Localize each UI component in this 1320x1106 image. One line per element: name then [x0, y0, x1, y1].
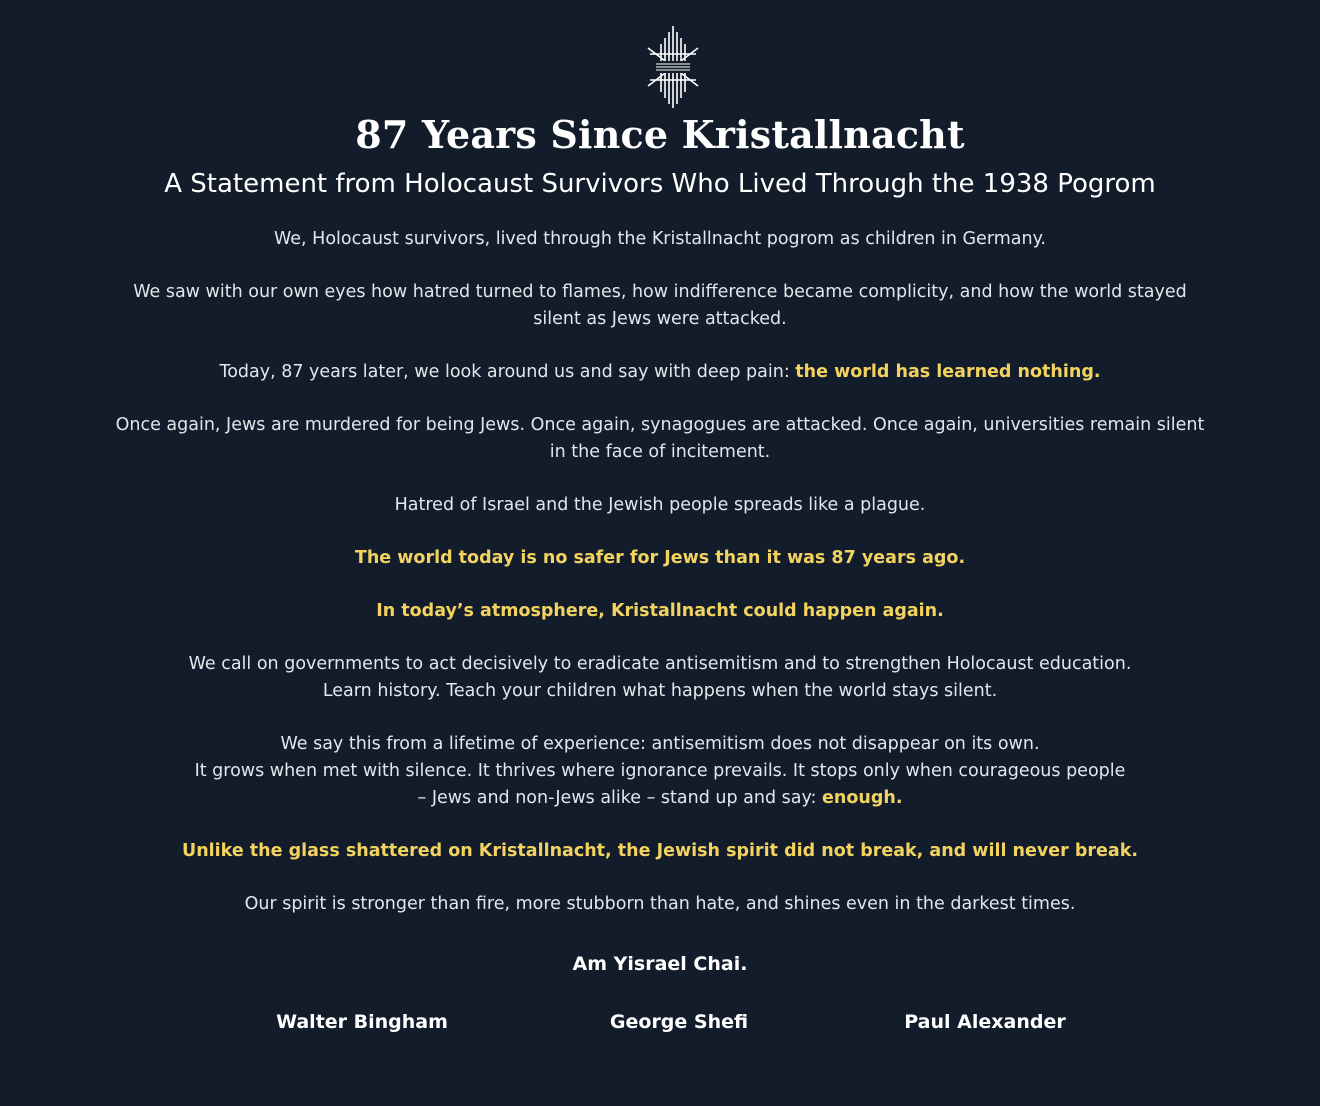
page-title: 87 Years Since Kristallnacht — [355, 112, 965, 157]
paragraph-witnessed: We saw with our own eyes how hatred turned to flames, how indifference became complicity, and how the world stayed silent as Jews were attacked. — [133, 282, 1187, 329]
paragraph-hatred: Hatred of Israel and the Jewish people spreads like a plague. — [394, 495, 926, 515]
paragraph-line: We call on governments to act decisively to eradicate antisemitism and to strengthen Holocaust education. — [188, 654, 1132, 674]
paragraph-no-safer: The world today is no safer for Jews than it was 87 years ago. — [354, 548, 966, 568]
paragraph-line: – Jews and non-Jews alike – stand up and say: — [417, 788, 823, 808]
paragraph-once-again: Once again, Jews are murdered for being Jews. Once again, synagogues are attacked. Once again, universities remain silent in the face of incitement. — [115, 415, 1205, 462]
signatories — [0, 1008, 1320, 1038]
paragraph-lifetime-experience — [110, 731, 1210, 812]
paragraph-text: Today, 87 years later, we look around us and say with deep pain: — [219, 362, 796, 382]
paragraph-survivors-intro: We, Holocaust survivors, lived through the Kristallnacht pogrom as children in Germany. — [274, 229, 1046, 249]
signatory-name: Paul Alexander — [904, 1011, 1066, 1033]
statement-body — [110, 226, 1210, 944]
signatory-name: George Shefi — [609, 1011, 749, 1033]
paragraph-could-happen-again: In today’s atmosphere, Kristallnacht could happen again. — [376, 601, 944, 621]
paragraph-spirit-unbroken: Unlike the glass shattered on Kristallnacht, the Jewish spirit did not break, and will never break. — [181, 841, 1138, 861]
paragraph-line: We say this from a lifetime of experience: antisemitism does not disappear on its own. — [280, 734, 1040, 754]
page-subtitle: A Statement from Holocaust Survivors Who Lived Through the 1938 Pogrom — [164, 169, 1156, 199]
highlight-text: the world has learned nothing. — [795, 362, 1101, 382]
paragraph-learned-nothing — [110, 359, 1210, 386]
highlight-text: enough. — [822, 788, 903, 808]
survivors-emblem-icon — [640, 24, 706, 110]
closing-line: Am Yisrael Chai. — [572, 953, 748, 975]
paragraph-line: Learn history. Teach your children what happens when the world stays silent. — [322, 681, 998, 701]
paragraph-call-to-governments — [110, 651, 1210, 705]
signatory-name: Walter Bingham — [276, 1011, 448, 1033]
paragraph-line: It grows when met with silence. It thrives where ignorance prevails. It stops only when courageous people — [194, 761, 1126, 781]
paragraph-spirit-stronger: Our spirit is stronger than fire, more stubborn than hate, and shines even in the darkest times. — [244, 894, 1076, 914]
